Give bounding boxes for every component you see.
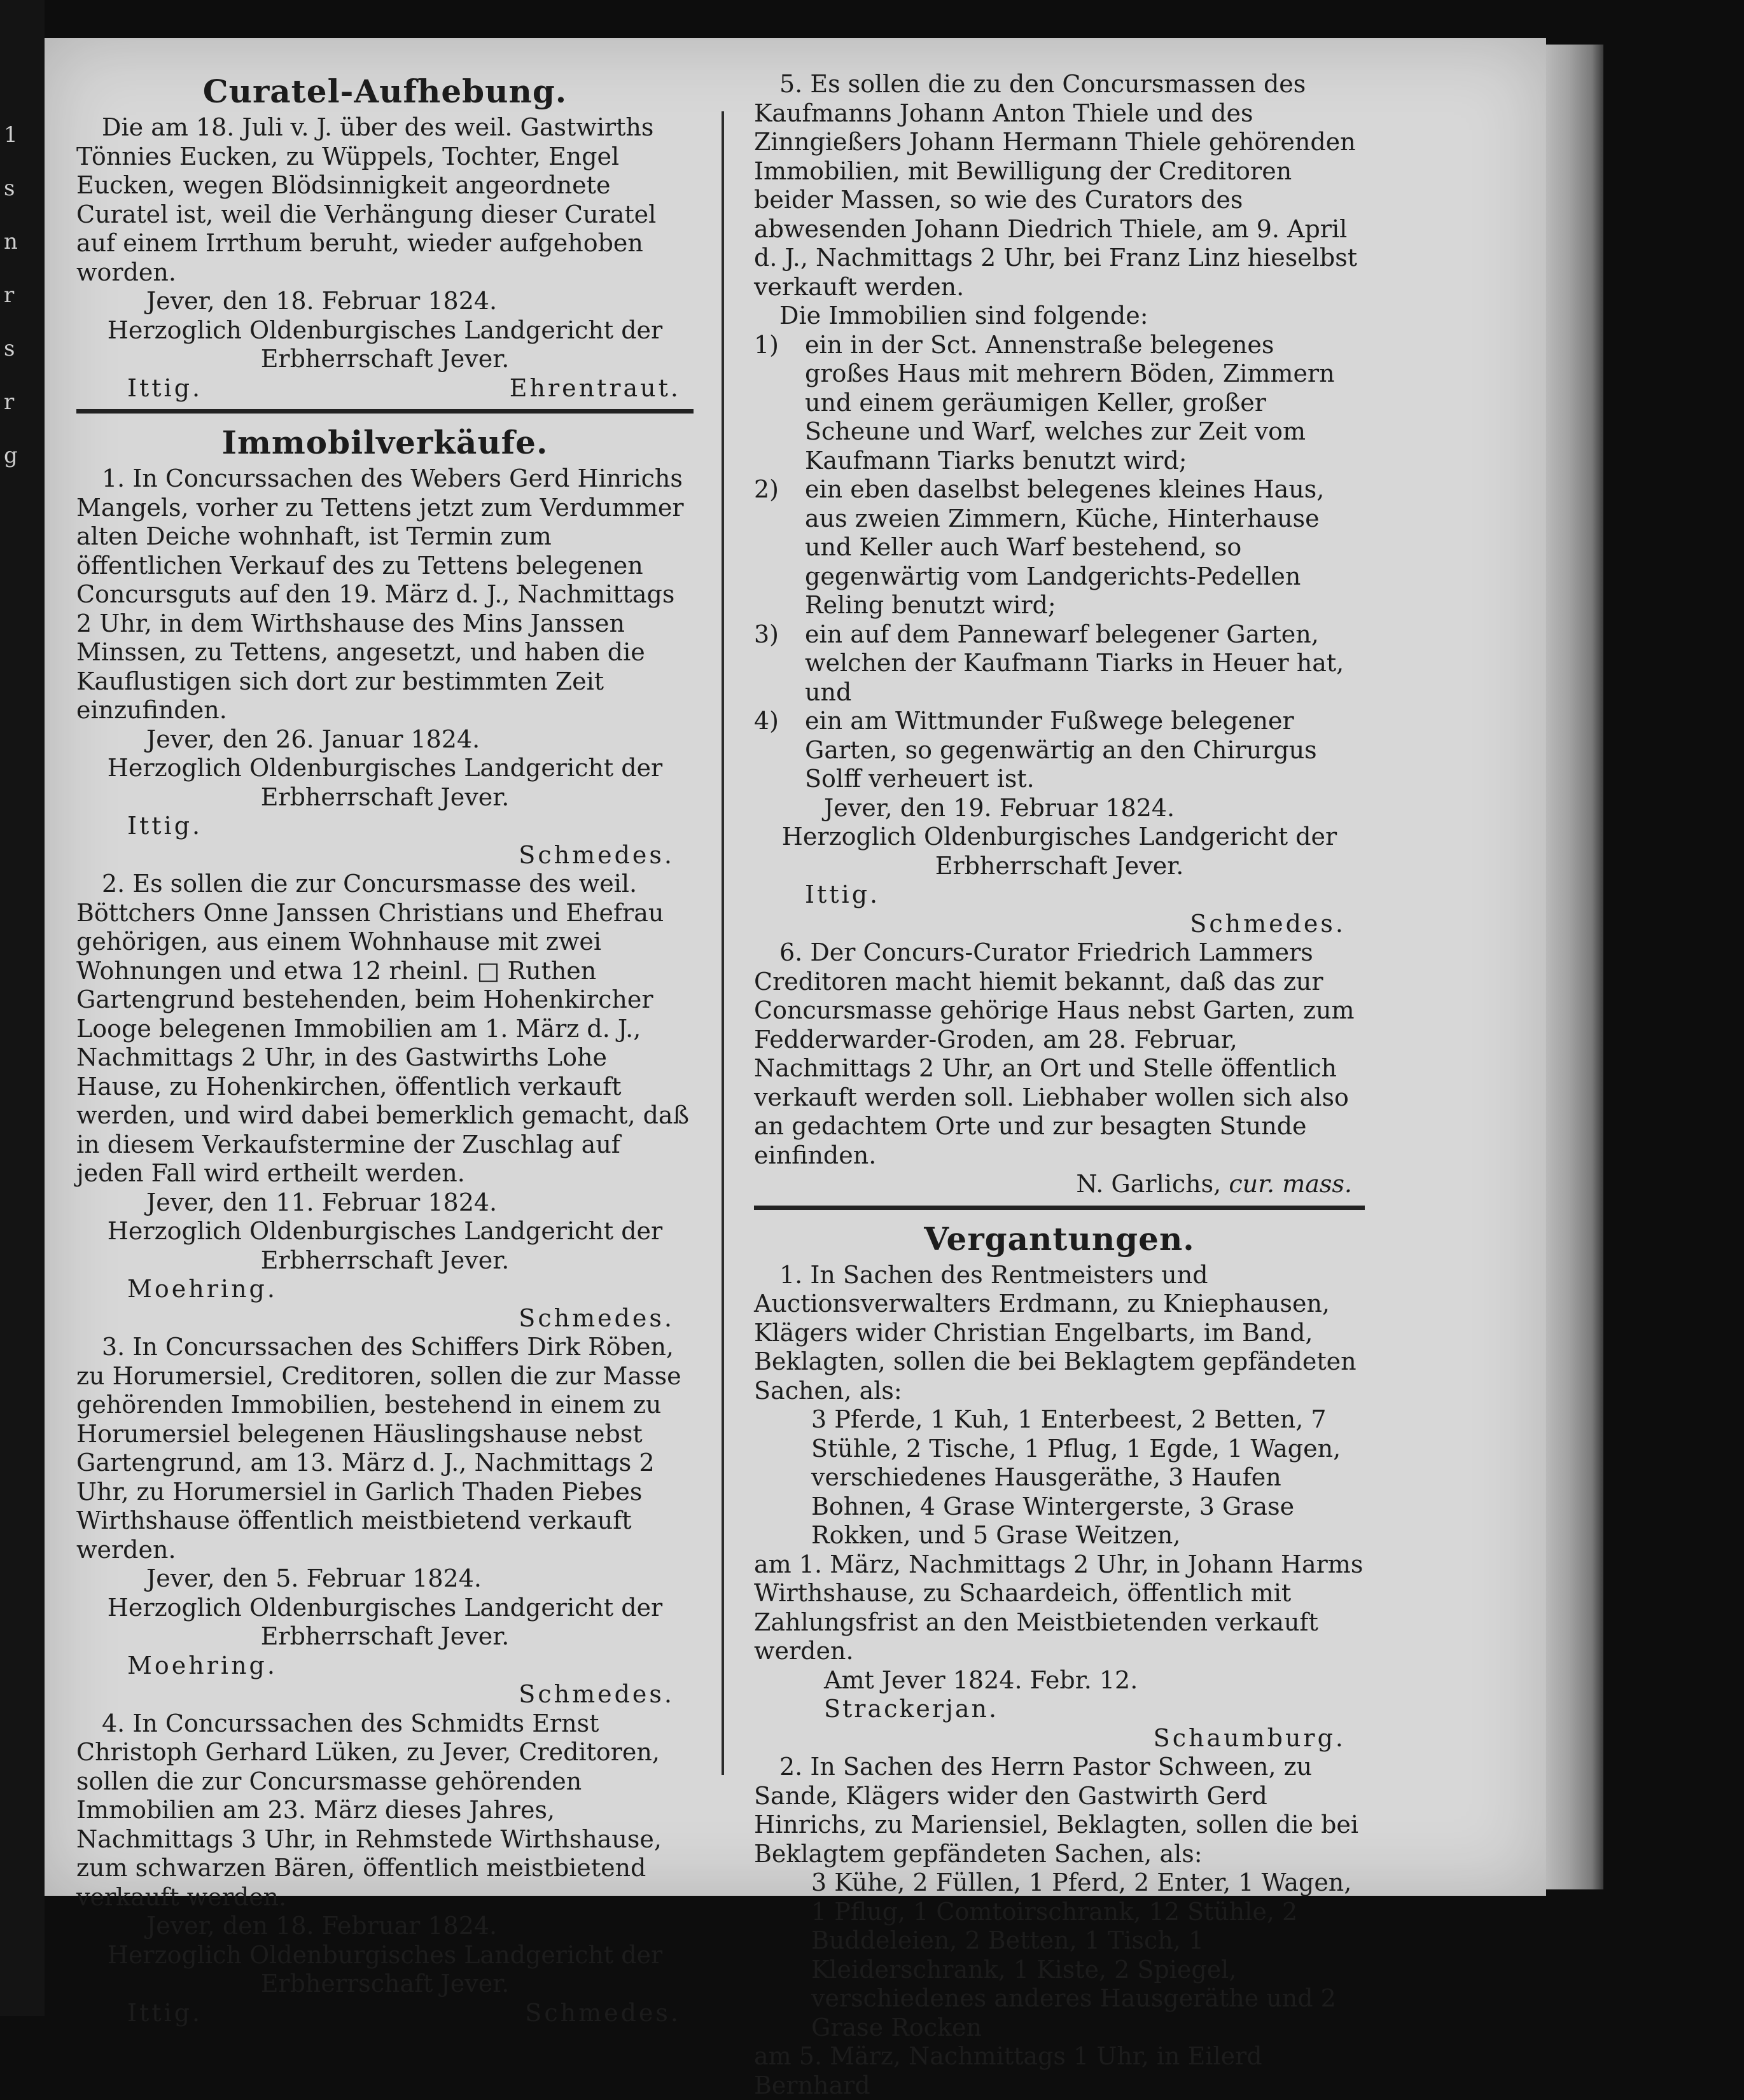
court-name: Herzoglich Oldenburgisches Landgericht der Erbherrschaft Jever. xyxy=(76,754,694,812)
section-rule xyxy=(76,409,694,414)
signatures xyxy=(76,374,694,403)
signatures xyxy=(76,1275,694,1304)
goods-list: 3 Pferde, 1 Kuh, 1 Enterbeest, 2 Betten, 7 Stühle, 2 Tische, 1 Pflug, 1 Egde, 1 Wagen, verschiedenes Hausgeräthe, 3 Haufen Bohnen, 4 Grase Wintergerste, 3 Grase Rokken, und 5 Grase Weitzen, xyxy=(754,1405,1365,1550)
notice-item xyxy=(754,1261,1365,1753)
signature-right: Schmedes. xyxy=(76,841,694,870)
list-number: 2) xyxy=(754,475,779,504)
signatures xyxy=(76,1999,694,2028)
right-column xyxy=(754,70,1365,2100)
signature-second: Schaumburg. xyxy=(754,1724,1365,1753)
list-text: ein am Wittmunder Fußwege belegener Garten, so gegenwärtig an den Chirurgus Solff verheuert ist. xyxy=(805,707,1317,793)
scan-left-margin xyxy=(0,0,45,2016)
signatures xyxy=(76,1651,694,1681)
signature-right: Schmedes. xyxy=(76,1680,694,1709)
signature-left: Moehring. xyxy=(127,1651,277,1681)
section-title-immobil: Immobilverkäufe. xyxy=(76,421,694,464)
signature-right: Schmedes. xyxy=(76,1304,694,1333)
notice-body: Die am 18. Juli v. J. über des weil. Gastwirths Tönnies Eucken, zu Wüppels, Tochter, Engel Eucken, wegen Blödsinnigkeit angeordnete Curatel ist, weil die Verhängung dieser Curatel auf einem Irrthum beruht, wieder aufgehoben worden. xyxy=(76,113,694,287)
list-item xyxy=(754,620,1365,707)
list-item xyxy=(754,707,1365,794)
section-title-vergantungen: Vergantungen. xyxy=(754,1218,1365,1261)
column-divider xyxy=(722,111,724,1775)
notice-item xyxy=(76,1709,694,2028)
signature-left: Moehring. xyxy=(127,1275,277,1304)
court-name: Herzoglich Oldenburgisches Landgericht der Erbherrschaft Jever. xyxy=(76,1217,694,1275)
court-name: Herzoglich Oldenburgisches Landgericht der Erbherrschaft Jever. xyxy=(76,1941,694,1999)
vergantungen-section xyxy=(754,1218,1365,2100)
curator-signature xyxy=(754,1170,1365,1199)
left-column xyxy=(76,70,694,2027)
signature-first: Strackerjan. xyxy=(754,1695,1365,1724)
margin-glyph: g xyxy=(4,429,29,482)
margin-glyph: r xyxy=(4,375,29,429)
court-name: Herzoglich Oldenburgisches Landgericht der Erbherrschaft Jever. xyxy=(76,1594,694,1651)
signatures xyxy=(76,812,694,841)
list-number: 4) xyxy=(754,707,779,736)
signature-right: Schmedes. xyxy=(525,1999,681,2028)
notice-body: 2. In Sachen des Herrn Pastor Schween, zu Sande, Klägers wider den Gastwirth Gerd Hinrichs, zu Mariensiel, Beklagten, sollen die bei Beklagtem gepfändeten Sachen, als: xyxy=(754,1753,1365,1868)
notice-item-6 xyxy=(754,938,1365,1199)
notice-item xyxy=(754,1753,1365,2100)
notice-item-5 xyxy=(754,70,1365,938)
signature-right: Ehrentraut. xyxy=(510,374,681,403)
notice-body: 3. In Concurssachen des Schiffers Dirk Röben, zu Horumersiel, Creditoren, sollen die zur Masse gehörenden Immobilien, bestehend in einem zu Horumersiel belegenen Häuslingshause nebst Gartengrund, am 13. März d. J., Nachmittags 2 Uhr, zu Horumersiel in Garlich Thaden Piebes Wirthshause öffentlich meistbietend verkauft werden. xyxy=(76,1333,694,1564)
margin-glyph: 1 xyxy=(4,108,29,162)
notice-date: Jever, den 26. Januar 1824. xyxy=(76,725,694,754)
notice-body: 1. In Concurssachen des Webers Gerd Hinrichs Mangels, vorher zu Tettens jetzt zum Verdummer alten Deiche wohnhaft, ist Termin zum öffentlichen Verkauf des zu Tettens belegenen Concursguts auf den 19. März d. J., Nachmittags 2 Uhr, in dem Wirthshause des Mins Janssen Minssen, zu Tettens, angesetzt, und haben die Kauflustigen sich dort zur bestimmten Zeit einzufinden. xyxy=(76,464,694,725)
notice-body: 1. In Sachen des Rentmeisters und Auctionsverwalters Erdmann, zu Kniephausen, Klägers wider Christian Engelbarts, im Band, Beklagten, sollen die bei Beklagtem gepfändeten Sachen, als: xyxy=(754,1261,1365,1406)
adjacent-page-fragments xyxy=(4,108,29,482)
notice-date: Jever, den 18. Februar 1824. xyxy=(76,287,694,316)
curator-name: N. Garlichs, xyxy=(1076,1170,1221,1198)
signature-left: Ittig. xyxy=(127,374,202,403)
signature-left: Ittig. xyxy=(127,1999,202,2028)
notice-date: Amt Jever 1824. Febr. 12. xyxy=(754,1666,1365,1695)
list-intro: Die Immobilien sind folgende: xyxy=(754,302,1365,331)
notice-body: 2. Es sollen die zur Concursmasse des weil. Böttchers Onne Janssen Christians und Ehefrau gehörigen, aus einem Wohnhause mit zwei Wohnungen und etwa 12 rheinl. □ Ruthen Gartengrund bestehenden, beim Hohenkircher Looge belegenen Immobilien am 1. März d. J., Nachmittags 2 Uhr, in des Gastwirths Lohe Hause, zu Hohenkirchen, öffentlich verkauft werden, und wird dabei bemerklich gemacht, daß in diesem Verkaufstermine der Zuschlag auf jeden Fall wird ertheilt werden. xyxy=(76,870,694,1188)
section-title-curatel: Curatel-Aufhebung. xyxy=(76,70,694,113)
court-name: Herzoglich Oldenburgisches Landgericht der Erbherrschaft Jever. xyxy=(76,316,694,374)
court-name: Herzoglich Oldenburgisches Landgericht der Erbherrschaft Jever. xyxy=(754,823,1365,880)
section-rule xyxy=(754,1206,1365,1210)
notice-body: 5. Es sollen die zu den Concursmassen des Kaufmanns Johann Anton Thiele und des Zinngießers Johann Hermann Thiele gehörenden Immobilien, mit Bewilligung der Creditoren beider Massen, so wie des Curators des abwesenden Johann Diedrich Thiele, am 9. April d. J., Nachmittags 2 Uhr, bei Franz Linz hieselbst verkauft werden. xyxy=(754,70,1365,302)
notice-item xyxy=(76,464,694,870)
signature-right: Schmedes. xyxy=(754,910,1365,939)
margin-glyph: r xyxy=(4,268,29,322)
signature-left: Ittig. xyxy=(127,812,202,841)
margin-glyph: s xyxy=(4,322,29,375)
immobil-section xyxy=(76,421,694,2027)
list-number: 1) xyxy=(754,331,779,360)
notice-date: Jever, den 11. Februar 1824. xyxy=(76,1188,694,1218)
notice-body: 4. In Concurssachen des Schmidts Ernst Christoph Gerhard Lüken, zu Jever, Creditoren, sollen die zur Concursmasse gehörenden Immobilien am 23. März dieses Jahres, Nachmittags 3 Uhr, in Rehmstede Wirthshause, zum schwarzen Bären, öffentlich meistbietend verkauft werden. xyxy=(76,1709,694,1912)
notice-tail: am 5. März, Nachmittags 1 Uhr, in Eilerd Bernhard xyxy=(754,2042,1365,2100)
list-item xyxy=(754,331,1365,476)
page-edge-shadow xyxy=(1546,45,1603,1889)
signatures xyxy=(754,880,1365,910)
list-text: ein eben daselbst belegenes kleines Haus, aus zweien Zimmern, Küche, Hinterhause und Keller auch Warf bestehend, so gegenwärtig vom Landgerichts-Pedellen Reling benutzt wird; xyxy=(805,475,1324,619)
margin-glyph: s xyxy=(4,162,29,215)
list-number: 3) xyxy=(754,620,779,650)
notice-body: 6. Der Concurs-Curator Friedrich Lammers Creditoren macht hiemit bekannt, daß das zur Concursmasse gehörige Haus nebst Garten, zum Fedderwarder-Groden, am 28. Februar, Nachmittags 2 Uhr, an Ort und Stelle öffentlich verkauft werden soll. Liebhaber wollen sich also an gedachtem Orte und zur besagten Stunde einfinden. xyxy=(754,938,1365,1170)
curator-role: cur. mass. xyxy=(1229,1170,1352,1198)
notice-item xyxy=(76,870,694,1333)
notice-tail: am 1. März, Nachmittags 2 Uhr, in Johann Harms Wirthshause, zu Schaardeich, öffentlich mit Zahlungsfrist an den Meistbietenden verkauft werden. xyxy=(754,1550,1365,1666)
list-text: ein in der Sct. Annenstraße belegenes großes Haus mit mehrern Böden, Zimmern und einem geräumigen Keller, großer Scheune und Warf, welches zur Zeit vom Kaufmann Tiarks benutzt wird; xyxy=(805,331,1335,475)
list-text: ein auf dem Pannewarf belegener Garten, welchen der Kaufmann Tiarks in Heuer hat, und xyxy=(805,620,1344,706)
margin-glyph: n xyxy=(4,215,29,268)
curatel-notice xyxy=(76,70,694,403)
goods-list: 3 Kühe, 2 Füllen, 1 Pferd, 2 Enter, 1 Wagen, 1 Pflug, 1 Comtoirschrank, 12 Stühle, 2 Buddeleien, 2 Betten, 1 Tisch, 1 Kleiderschrank, 1 Kiste, 2 Spiegel, verschiedenes anderes Hausgeräthe und 2 Grase Rocken xyxy=(754,1868,1365,2042)
notice-date: Jever, den 18. Februar 1824. xyxy=(76,1912,694,1941)
notice-date: Jever, den 5. Februar 1824. xyxy=(76,1564,694,1594)
notice-date: Jever, den 19. Februar 1824. xyxy=(754,794,1365,823)
signature-left: Ittig. xyxy=(805,880,880,910)
notice-item xyxy=(76,1333,694,1709)
list-item xyxy=(754,475,1365,620)
